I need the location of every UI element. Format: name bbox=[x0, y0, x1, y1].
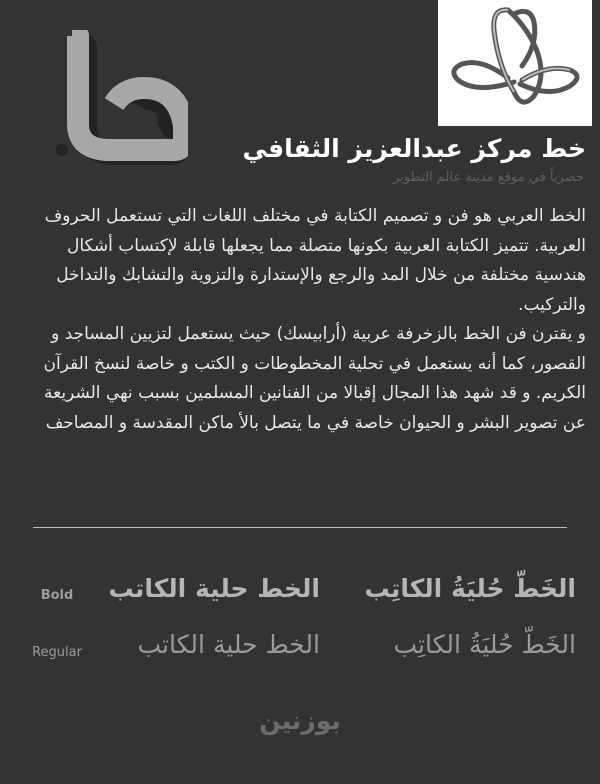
designer-name: بوزنين bbox=[259, 706, 341, 735]
subtitle: حصرياً في موقع مدينة عالم التطوير bbox=[393, 170, 584, 185]
bold-sample-diacritics: الخَطّ حُليَةُ الكاتِب bbox=[364, 574, 576, 603]
regular-sample-diacritics: الخَطّ حُليَةُ الكاتِب bbox=[393, 630, 576, 659]
khat-calligraphy-logo-icon bbox=[28, 30, 188, 170]
description-paragraph: و يقترن فن الخط بالزخرفة عربية (أرابيسك) حيث يستعمل لتزيين المساجد و القصور، كما أنه يستعمل في تحلية المخطوطات و الكتب و خاصة لنسخ القرآن الكريم. و قد شهد هذا المجال إقبالا من الفنانين المسلمين بسبب نهي الشريعة عن تصوير البشر و الحيوان خاصة في ما يتصل بالأ ماكن المقدسة و المصاحف bbox=[43, 324, 586, 433]
center-logo-panel bbox=[438, 0, 592, 126]
regular-sample-plain: الخط حلية الكاتب bbox=[137, 630, 320, 659]
knot-ribbon-logo-icon bbox=[438, 0, 592, 126]
description bbox=[22, 202, 586, 438]
description-paragraph: الخط العربي هو فن و تصميم الكتابة في مختلف اللغات التي تستعمل الحروف العربية. تتميز الكتابة العربية بكونها متصلة مما يجعلها قابلة لإكتساب أشكال هندسية مختلفة من خلال المد والرجع والإستدارة والتزوية والتشابك والتداخل والتركيب. bbox=[44, 206, 586, 315]
bold-weight-label: Bold bbox=[40, 588, 74, 603]
regular-weight-label: Regular bbox=[32, 645, 82, 660]
divider bbox=[33, 527, 567, 528]
font-title: خط مركز عبدالعزيز الثقافي bbox=[242, 134, 586, 163]
bold-sample-plain: الخط حلية الكاتب bbox=[108, 574, 320, 603]
